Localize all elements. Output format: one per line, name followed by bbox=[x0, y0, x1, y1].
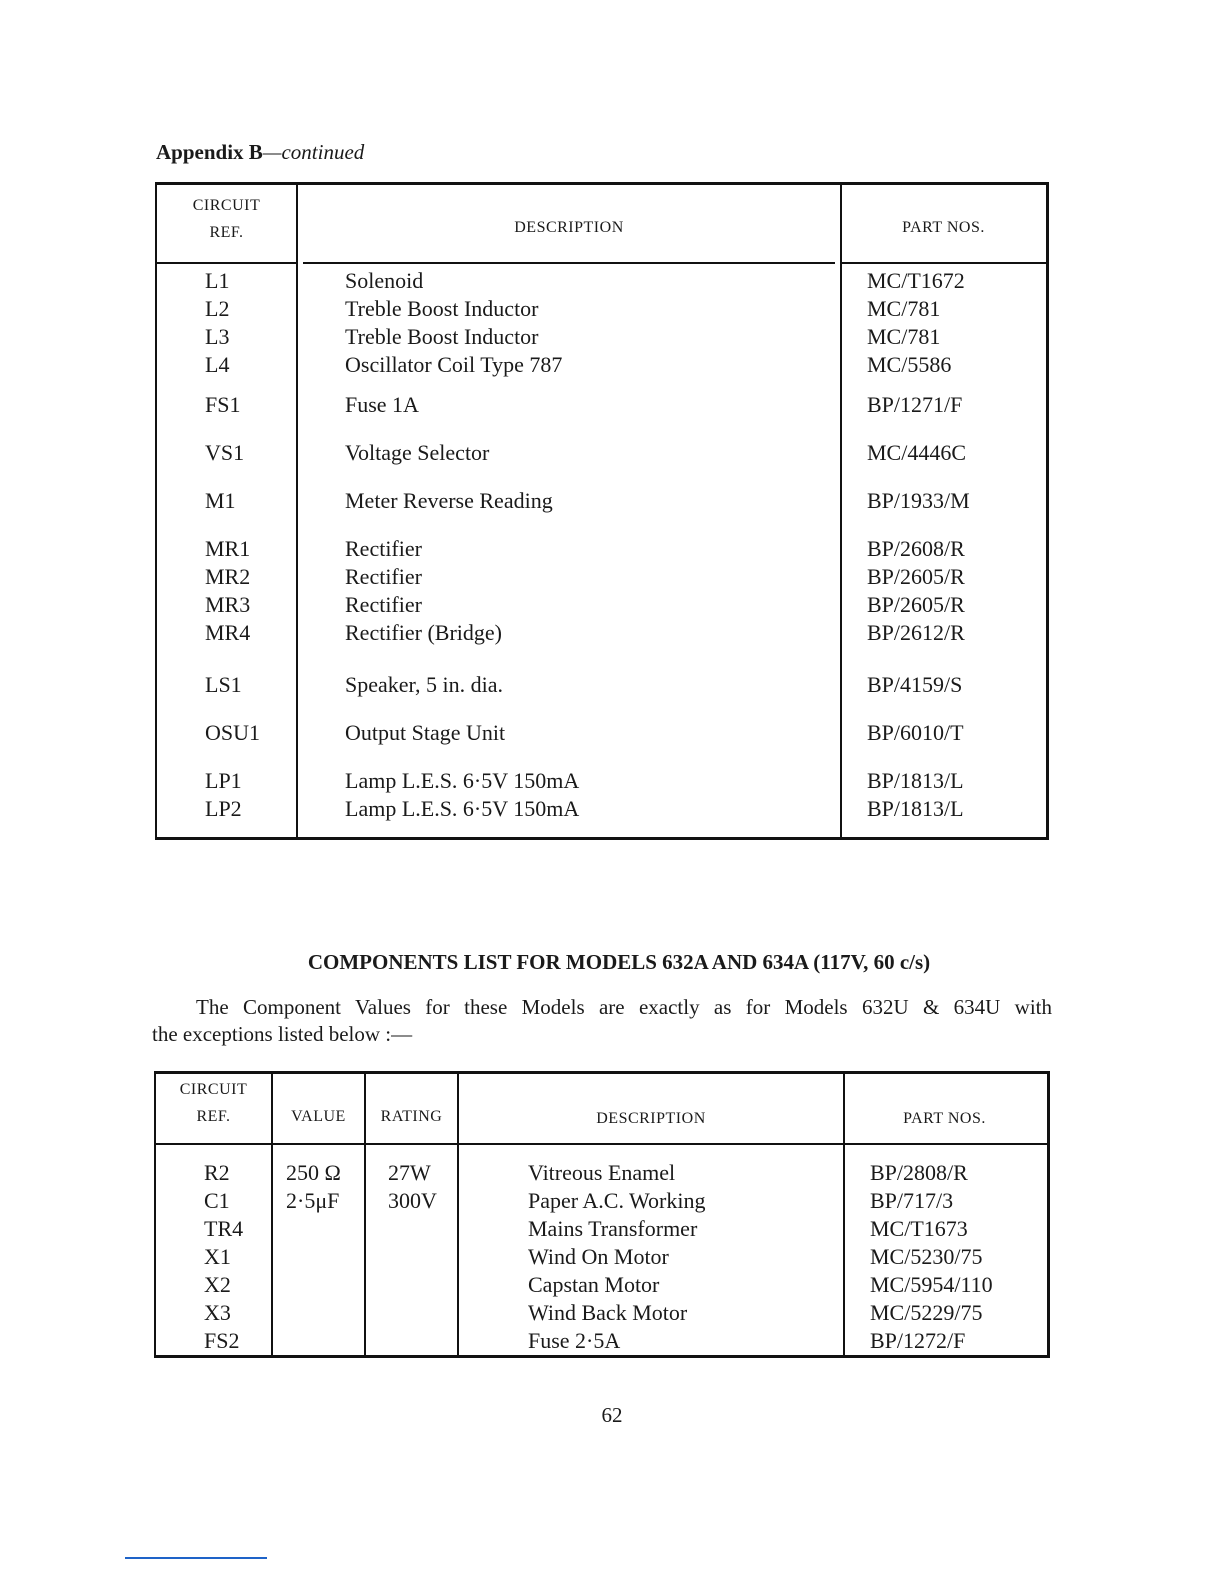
circuit-ref-cell: L4 bbox=[205, 352, 230, 377]
row-group bbox=[157, 439, 1046, 467]
part-number-cell: MC/781 bbox=[867, 324, 941, 349]
description-cell: Capstan Motor bbox=[528, 1272, 660, 1297]
row-group bbox=[157, 267, 1046, 379]
value-cell: 2·5μF bbox=[286, 1188, 340, 1213]
description-cell: Fuse 2·5A bbox=[528, 1328, 621, 1353]
description-cell: Rectifier bbox=[345, 536, 422, 561]
circuit-ref-cell: C1 bbox=[204, 1188, 230, 1213]
row-group bbox=[157, 719, 1046, 747]
table-row bbox=[156, 1187, 1047, 1215]
table-row bbox=[156, 1243, 1047, 1271]
header-value: VALUE bbox=[291, 1108, 346, 1125]
rating-cell: 27W bbox=[388, 1160, 431, 1185]
header-rule bbox=[845, 1143, 1047, 1145]
header-rule bbox=[156, 1143, 271, 1145]
header-circuit-ref: CIRCUIT REF. bbox=[192, 197, 261, 241]
description-cell: Rectifier (Bridge) bbox=[345, 620, 502, 645]
circuit-ref-cell: FS2 bbox=[204, 1328, 240, 1353]
part-number-cell: BP/1933/M bbox=[867, 488, 970, 513]
circuit-ref-cell: TR4 bbox=[204, 1216, 244, 1241]
circuit-ref-cell: L3 bbox=[205, 324, 230, 349]
header-description: DESCRIPTION bbox=[596, 1110, 706, 1127]
part-number-cell: MC/T1672 bbox=[867, 268, 965, 293]
table-row bbox=[157, 267, 1046, 295]
header-rule bbox=[366, 1143, 457, 1145]
circuit-ref-cell: MR1 bbox=[205, 536, 251, 561]
circuit-ref-cell: X2 bbox=[204, 1272, 231, 1297]
row-group bbox=[157, 391, 1046, 419]
header-rule bbox=[459, 1143, 843, 1145]
part-number-cell: BP/2605/R bbox=[867, 592, 965, 617]
header-rating: RATING bbox=[380, 1108, 443, 1125]
part-number-cell: BP/4159/S bbox=[867, 672, 963, 697]
circuit-ref-cell: MR2 bbox=[205, 564, 251, 589]
part-number-cell: BP/1813/L bbox=[867, 796, 964, 821]
header-circuit-ref: CIRCUIT REF. bbox=[179, 1081, 248, 1125]
header-rule bbox=[157, 262, 296, 264]
table-body bbox=[156, 1159, 1047, 1355]
table-row bbox=[157, 563, 1046, 591]
appendix-table bbox=[155, 182, 1049, 840]
description-cell: Treble Boost Inductor bbox=[345, 324, 539, 349]
table-row bbox=[157, 719, 1046, 747]
row-group bbox=[157, 767, 1046, 823]
page-number: 62 bbox=[601, 1403, 623, 1427]
table-row bbox=[157, 295, 1046, 323]
description-cell: Oscillator Coil Type 787 bbox=[345, 352, 563, 377]
circuit-ref-cell: X3 bbox=[204, 1300, 231, 1325]
description-cell: Paper A.C. Working bbox=[528, 1188, 706, 1213]
description-cell: Speaker, 5 in. dia. bbox=[345, 672, 503, 697]
row-group bbox=[157, 487, 1046, 515]
heading-continued: —continued bbox=[262, 140, 365, 164]
table-row bbox=[157, 591, 1046, 619]
circuit-ref-cell: VS1 bbox=[205, 440, 245, 465]
table-row bbox=[157, 619, 1046, 647]
table-row bbox=[156, 1299, 1047, 1327]
row-group bbox=[157, 535, 1046, 647]
description-cell: Rectifier bbox=[345, 592, 422, 617]
description-cell: Lamp L.E.S. 6·5V 150mA bbox=[345, 796, 580, 821]
header-description: DESCRIPTION bbox=[514, 219, 624, 236]
description-cell: Meter Reverse Reading bbox=[345, 488, 553, 513]
part-number-cell: BP/6010/T bbox=[867, 720, 964, 745]
rating-cell: 300V bbox=[388, 1188, 437, 1213]
table-row bbox=[157, 351, 1046, 379]
description-cell: Output Stage Unit bbox=[345, 720, 506, 745]
circuit-ref-cell: MR4 bbox=[205, 620, 251, 645]
part-number-cell: BP/1271/F bbox=[867, 392, 963, 417]
part-number-cell: MC/781 bbox=[867, 296, 941, 321]
part-number-cell: BP/1813/L bbox=[867, 768, 964, 793]
circuit-ref-cell: L2 bbox=[205, 296, 230, 321]
value-cell: 250 Ω bbox=[286, 1160, 341, 1185]
header-part-nos: PART NOS. bbox=[903, 1110, 986, 1127]
footer-rule bbox=[125, 1557, 267, 1559]
heading-main: Appendix B bbox=[156, 140, 263, 164]
circuit-ref-cell: X1 bbox=[204, 1244, 231, 1269]
part-number-cell: MC/5230/75 bbox=[870, 1244, 983, 1269]
part-number-cell: BP/2608/R bbox=[867, 536, 965, 561]
part-number-cell: BP/2808/R bbox=[870, 1160, 968, 1185]
header-rule bbox=[303, 262, 835, 264]
table-row bbox=[157, 671, 1046, 699]
part-number-cell: MC/5954/110 bbox=[870, 1272, 993, 1297]
header-rule bbox=[842, 262, 1046, 264]
table-row bbox=[156, 1159, 1047, 1187]
exceptions-table bbox=[154, 1071, 1050, 1358]
part-number-cell: BP/2612/R bbox=[867, 620, 965, 645]
description-cell: Solenoid bbox=[345, 268, 424, 293]
part-number-cell: MC/T1673 bbox=[870, 1216, 968, 1241]
header-part-nos: PART NOS. bbox=[902, 219, 985, 236]
row-group bbox=[157, 671, 1046, 699]
table-row bbox=[156, 1215, 1047, 1243]
part-number-cell: MC/4446C bbox=[867, 440, 967, 465]
paragraph-line: The Component Values for these Models are exactly as for Models 632U & 634U with bbox=[196, 995, 1052, 1019]
circuit-ref-cell: LP1 bbox=[205, 768, 242, 793]
table-row bbox=[157, 439, 1046, 467]
table-row bbox=[157, 391, 1046, 419]
table-row bbox=[157, 323, 1046, 351]
part-number-cell: BP/2605/R bbox=[867, 564, 965, 589]
section-title: COMPONENTS LIST FOR MODELS 632A AND 634A (117V, 60 c/s) bbox=[307, 950, 931, 974]
table-row bbox=[156, 1327, 1047, 1355]
description-cell: Lamp L.E.S. 6·5V 150mA bbox=[345, 768, 580, 793]
description-cell: Wind On Motor bbox=[528, 1244, 669, 1269]
table-row bbox=[157, 795, 1046, 823]
table-body bbox=[157, 267, 1046, 837]
part-number-cell: MC/5229/75 bbox=[870, 1300, 983, 1325]
description-cell: Treble Boost Inductor bbox=[345, 296, 539, 321]
circuit-ref-cell: M1 bbox=[205, 488, 236, 513]
description-cell: Vitreous Enamel bbox=[528, 1160, 676, 1185]
description-cell: Wind Back Motor bbox=[528, 1300, 688, 1325]
table-row bbox=[157, 767, 1046, 795]
description-cell: Voltage Selector bbox=[345, 440, 490, 465]
circuit-ref-cell: LS1 bbox=[205, 672, 242, 697]
part-number-cell: MC/5586 bbox=[867, 352, 952, 377]
circuit-ref-cell: OSU1 bbox=[205, 720, 261, 745]
circuit-ref-cell: MR3 bbox=[205, 592, 251, 617]
part-number-cell: BP/1272/F bbox=[870, 1328, 966, 1353]
paragraph-line: the exceptions listed below :— bbox=[152, 1022, 413, 1046]
circuit-ref-cell: R2 bbox=[204, 1160, 230, 1185]
table-row bbox=[156, 1271, 1047, 1299]
part-number-cell: BP/717/3 bbox=[870, 1188, 954, 1213]
page-heading bbox=[156, 140, 364, 165]
header-rule bbox=[273, 1143, 364, 1145]
circuit-ref-cell: LP2 bbox=[205, 796, 242, 821]
description-cell: Fuse 1A bbox=[345, 392, 419, 417]
table-row bbox=[157, 535, 1046, 563]
table-row bbox=[157, 487, 1046, 515]
description-cell: Mains Transformer bbox=[528, 1216, 698, 1241]
circuit-ref-cell: FS1 bbox=[205, 392, 241, 417]
section-paragraph bbox=[152, 994, 1052, 1048]
circuit-ref-cell: L1 bbox=[205, 268, 230, 293]
description-cell: Rectifier bbox=[345, 564, 422, 589]
